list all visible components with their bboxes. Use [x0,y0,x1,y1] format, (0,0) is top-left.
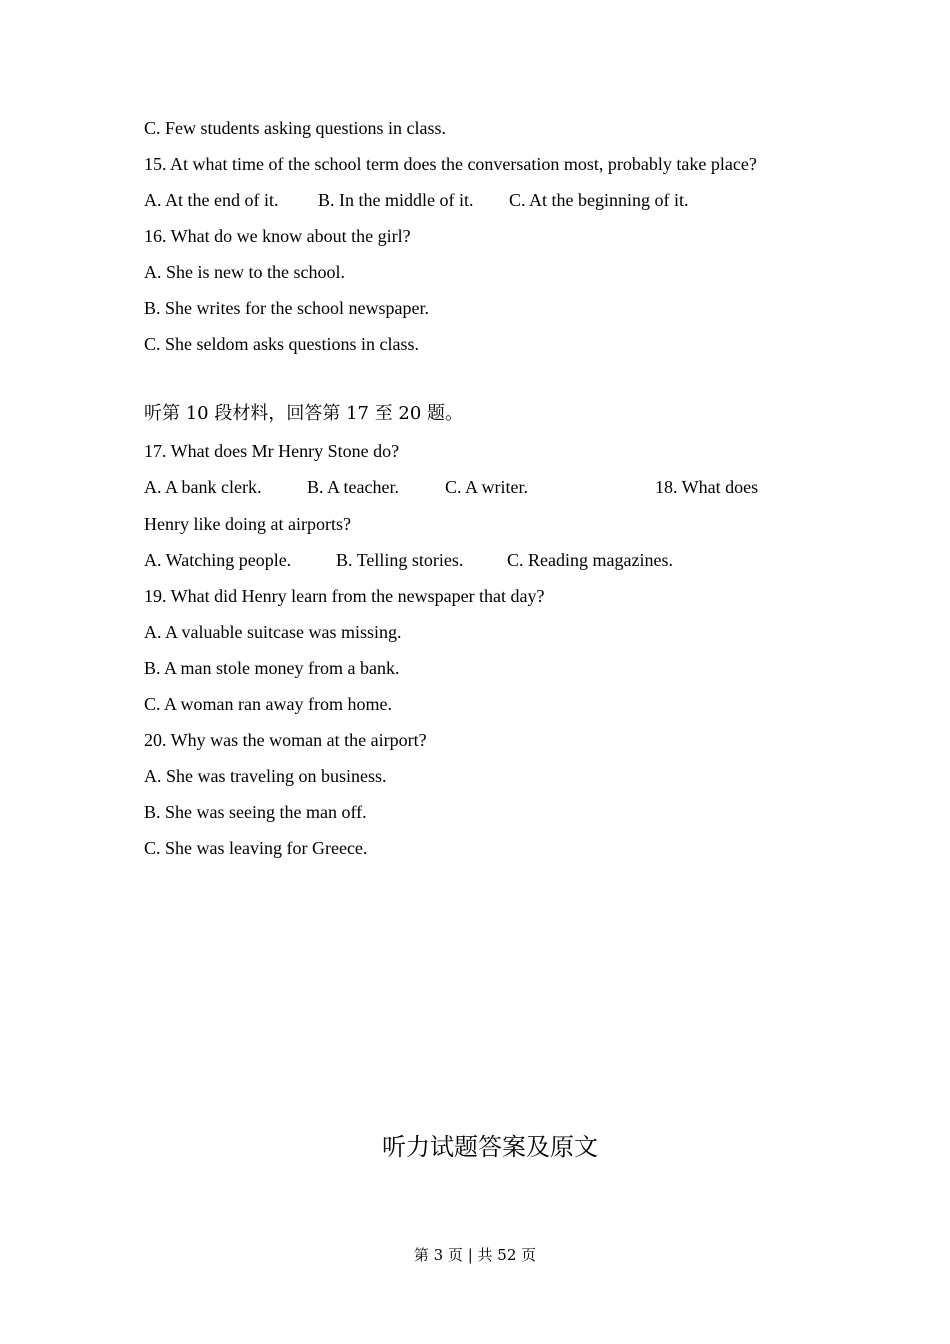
question-17-option-b: B. A teacher. [307,477,399,497]
question-20-option-b: B. She was seeing the man off. [144,802,367,822]
question-15-stem: 15. At what time of the school term does the conversation most, probably take place? [144,154,757,174]
question-17-option-a: A. A bank clerk. [144,477,262,497]
question-19-option-a: A. A valuable suitcase was missing. [144,622,402,642]
question-17-option-c: C. A writer. [445,477,529,497]
question-19-option-b: B. A man stole money from a bank. [144,658,400,678]
question-15-option-a: A. At the end of it. [144,190,279,210]
question-20-stem: 20. Why was the woman at the airport? [144,730,427,750]
question-18-option-c: C. Reading magazines. [507,550,673,570]
question-19-option-c: C. A woman ran away from home. [144,694,392,714]
question-19-stem: 19. What did Henry learn from the newspaper that day? [144,586,545,606]
question-18-option-b: B. Telling stories. [336,550,464,570]
question-15-option-b: B. In the middle of it. [318,190,474,210]
question-16-option-c: C. She seldom asks questions in class. [144,334,419,354]
question-20-option-a: A. She was traveling on business. [144,766,387,786]
question-16-stem: 16. What do we know about the girl? [144,226,411,246]
question-17-stem: 17. What does Mr Henry Stone do? [144,441,400,461]
question-16-option-a: A. She is new to the school. [144,262,345,282]
question-15-option-c: C. At the beginning of it. [509,190,689,210]
question-14-option-c: C. Few students asking questions in class. [144,118,446,138]
section-title: 听力试题答案及原文 [382,1133,598,1161]
question-16-option-b: B. She writes for the school newspaper. [144,298,429,318]
page-footer: 第 3 页 | 共 52 页 [413,1246,537,1264]
question-18-stem-start: 18. What does [655,477,759,497]
section-instruction: 听第 10 段材料，回答第 17 至 20 题。 [144,403,464,424]
question-18-option-a: A. Watching people. [144,550,292,570]
question-20-option-c: C. She was leaving for Greece. [144,838,368,858]
question-18-stem-continued: Henry like doing at airports? [144,514,351,534]
